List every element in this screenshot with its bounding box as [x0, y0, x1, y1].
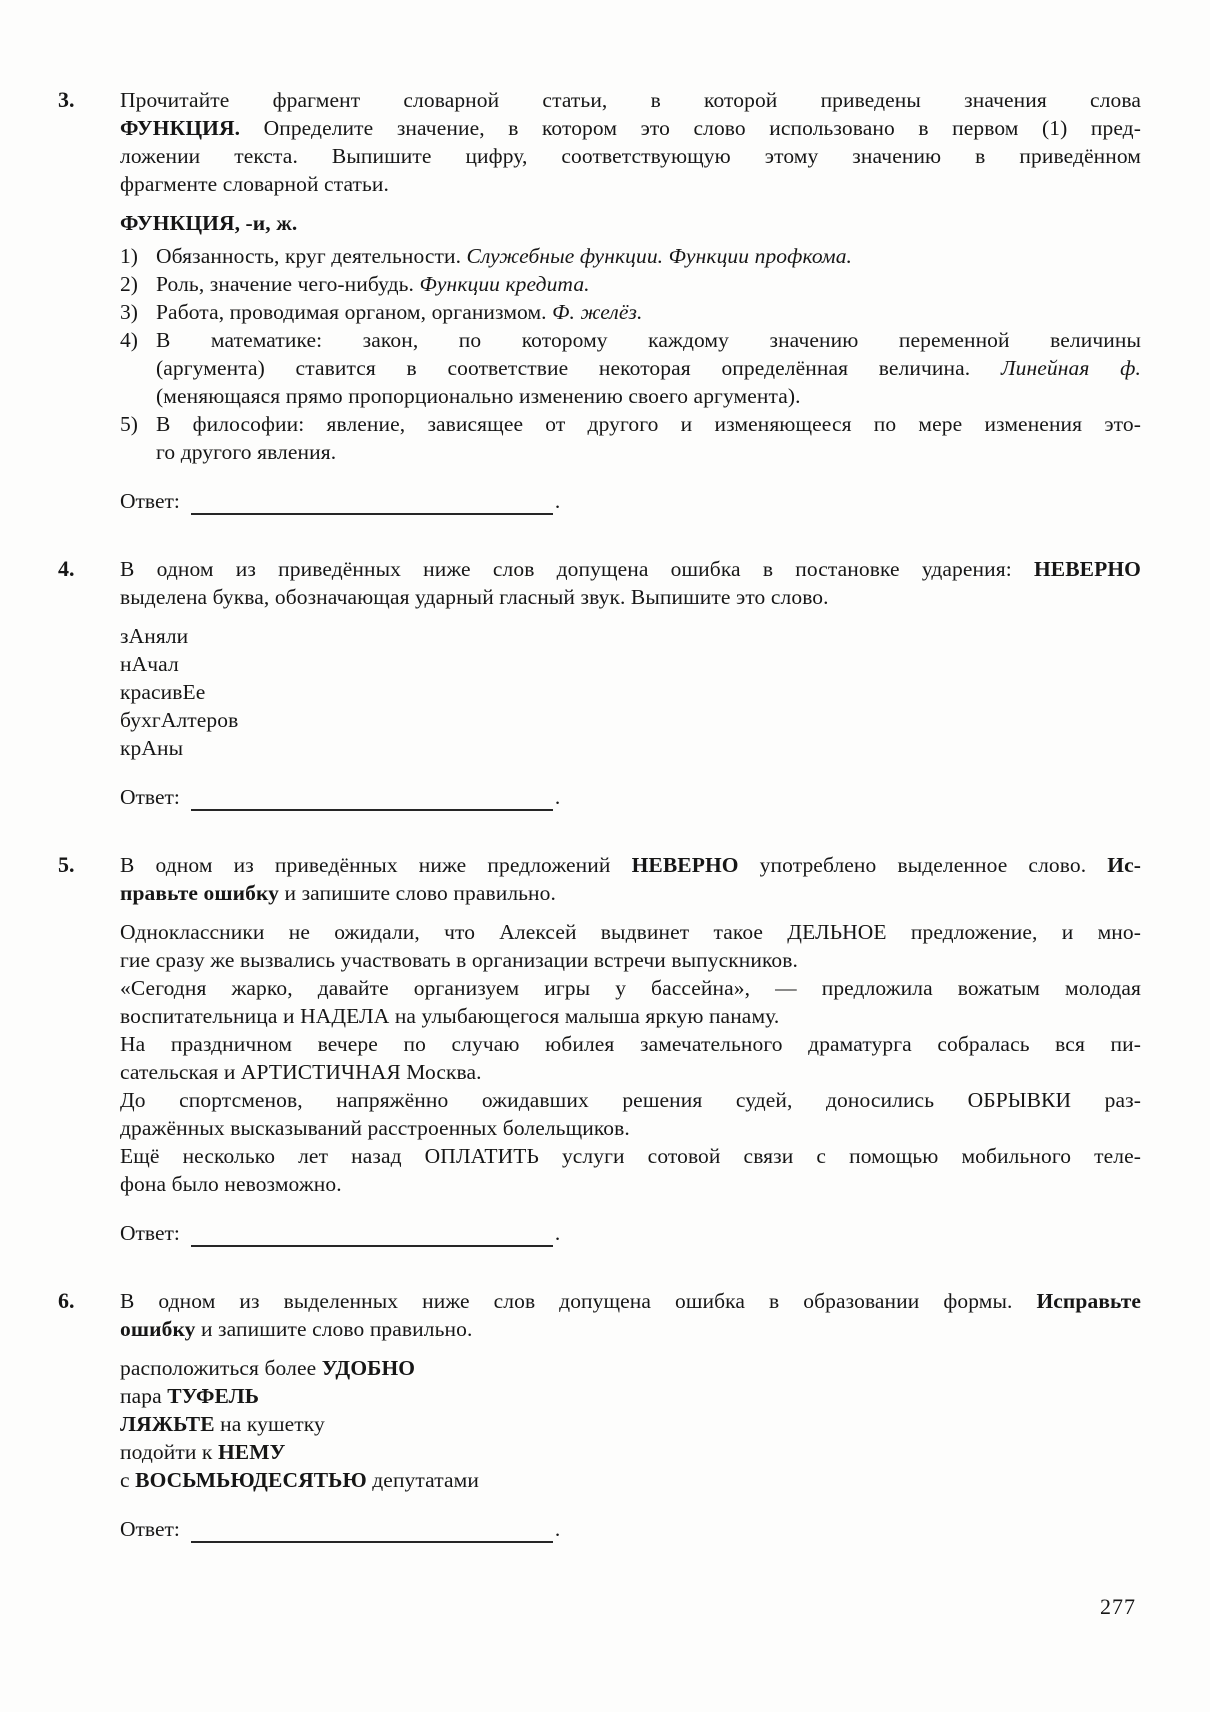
bold-text: ФУНКЦИЯ, -и, ж.	[120, 211, 298, 235]
question-number: 6.	[58, 1288, 75, 1313]
text-line	[156, 410, 1141, 438]
questions	[58, 86, 1141, 1543]
text-line	[120, 974, 1141, 1002]
text-line	[120, 918, 1141, 946]
text-line	[156, 242, 1141, 270]
answer-period: .	[554, 489, 561, 513]
text: ложении текста. Выпишите цифру, соответствующую этому значению в приведённом	[120, 144, 1141, 168]
question-content	[120, 86, 1141, 515]
answer-row	[120, 783, 1141, 811]
text-line	[156, 270, 1141, 298]
text-line	[156, 326, 1141, 354]
question-text	[120, 86, 1141, 198]
text: и запишите слово правильно.	[195, 1317, 473, 1341]
text-line	[120, 1170, 1141, 1198]
text: Обязанность, круг деятельности.	[156, 244, 467, 268]
bold-text: УДОБНО	[321, 1356, 416, 1380]
page-number: 277	[1100, 1594, 1136, 1619]
text-line	[120, 851, 1141, 879]
italic-text: Служебные функции. Функции профкома.	[466, 244, 853, 268]
word-option	[120, 678, 1141, 706]
answer-period: .	[554, 1517, 561, 1541]
text: гие сразу же вызвались участвовать в организации встречи выпускников.	[120, 948, 798, 972]
list-item-text	[156, 242, 1141, 270]
text: В одном из выделенных ниже слов допущена ошибка в образовании формы.	[120, 1289, 1037, 1313]
word-option	[120, 706, 1141, 734]
bold-text: НЕВЕРНО	[631, 853, 739, 877]
italic-text: Ф. желёз.	[552, 300, 643, 324]
definition-list	[120, 242, 1141, 466]
text-line	[120, 1058, 1141, 1086]
bold-text: ВОСЬМЬЮДЕСЯТЬЮ	[135, 1468, 367, 1492]
bold-text: ЛЯЖЬТЕ	[120, 1412, 215, 1436]
bold-text: правьте ошибку	[120, 881, 280, 905]
question-4	[58, 555, 1141, 811]
question-number: 4.	[58, 556, 75, 581]
text: употреблено выделенное слово.	[738, 853, 1108, 877]
answer-label: Ответ:	[120, 785, 180, 809]
answer-row	[120, 1515, 1141, 1543]
answer-blank	[191, 489, 553, 515]
text-line	[120, 583, 1141, 611]
text-line	[120, 1287, 1141, 1315]
text: выделена буква, обозначающая ударный гласный звук. Выпишите это слово.	[120, 585, 829, 609]
text: депутатами	[366, 1468, 479, 1492]
question-6	[58, 1287, 1141, 1543]
question-3	[58, 86, 1141, 515]
text: В математике: закон, по которому каждому значению переменной величины	[156, 328, 1141, 352]
word-option	[120, 1410, 1141, 1438]
question-text	[120, 555, 1141, 611]
word-option	[120, 1354, 1141, 1382]
word-options	[120, 1354, 1141, 1494]
text: Работа, проводимая органом, организмом.	[156, 300, 553, 324]
text: подойти к	[120, 1440, 218, 1464]
italic-text: Функции кредита.	[419, 272, 590, 296]
list-item-text	[156, 270, 1141, 298]
text: В философии: явление, зависящее от другого и изменяющееся по мере изменения это-	[156, 412, 1141, 436]
question-content	[120, 1287, 1141, 1543]
text: го другого явления.	[156, 440, 337, 464]
text-line	[120, 1142, 1141, 1170]
text: «Сегодня жарко, давайте организуем игры у бассейна», — предложила вожатым молодая	[120, 976, 1141, 1000]
text: В одном из приведённых ниже предложений	[120, 853, 632, 877]
sentence-option	[120, 1142, 1141, 1198]
list-item-marker: 3)	[120, 300, 138, 324]
text: До спортсменов, напряжённо ожидавших решения судей, доносились ОБРЫВКИ раз-	[120, 1088, 1141, 1112]
bold-text: ошибку	[120, 1317, 196, 1341]
list-item-marker: 2)	[120, 272, 138, 296]
text-line	[156, 438, 1141, 466]
question-text	[120, 851, 1141, 907]
word-option	[120, 1382, 1141, 1410]
text-line	[120, 946, 1141, 974]
text: фрагменте словарной статьи.	[120, 172, 390, 196]
text-line	[120, 555, 1141, 583]
list-item	[120, 410, 1141, 466]
list-item-marker: 1)	[120, 244, 138, 268]
text: с	[120, 1468, 136, 1492]
question-number: 3.	[58, 87, 75, 112]
list-item-text	[156, 326, 1141, 410]
text-line	[156, 298, 1141, 326]
answer-row	[120, 1219, 1141, 1247]
text: на кушетку	[214, 1412, 325, 1436]
bold-text: Исправьте	[1036, 1289, 1141, 1313]
list-item-text	[156, 298, 1141, 326]
text: Определите значение, в котором это слово использовано в первом (1) пред-	[240, 116, 1141, 140]
question-content	[120, 851, 1141, 1247]
text-line	[156, 354, 1141, 382]
text: Ещё несколько лет назад ОПЛАТИТЬ услуги сотовой связи с помощью мобильного теле-	[120, 1144, 1141, 1168]
text: красивЕе	[120, 680, 206, 704]
bold-text: ФУНКЦИЯ.	[120, 116, 241, 140]
text: воспитательница и НАДЕЛА на улыбающегося малыша яркую панаму.	[120, 1004, 780, 1028]
italic-text: Линейная ф.	[1000, 356, 1141, 380]
word-option	[120, 1438, 1141, 1466]
text: дражённых высказываний расстроенных болельщиков.	[120, 1116, 630, 1140]
answer-blank	[191, 785, 553, 811]
text: Одноклассники не ожидали, что Алексей выдвинет такое ДЕЛЬНОЕ предложение, и мно-	[120, 920, 1141, 944]
sentence-option	[120, 974, 1141, 1030]
text: Роль, значение чего-нибудь.	[156, 272, 420, 296]
question-text	[120, 1287, 1141, 1343]
text: бухгАлтеров	[120, 708, 239, 732]
text-line	[120, 1114, 1141, 1142]
sentence-option	[120, 1030, 1141, 1086]
list-item-marker: 4)	[120, 328, 138, 352]
text-line	[156, 382, 1141, 410]
list-item-text	[156, 410, 1141, 466]
answer-label: Ответ:	[120, 1221, 180, 1245]
answer-label: Ответ:	[120, 489, 180, 513]
question-5	[58, 851, 1141, 1247]
bold-text: ТУФЕЛЬ	[167, 1384, 260, 1408]
word-option	[120, 734, 1141, 762]
sentence-option	[120, 918, 1141, 974]
dictionary-headword	[120, 209, 1141, 237]
list-item	[120, 242, 1141, 270]
answer-blank	[191, 1517, 553, 1543]
text: На праздничном вечере по случаю юбилея замечательного драматурга собралась вся пи-	[120, 1032, 1141, 1056]
answer-period: .	[554, 1221, 561, 1245]
answer-label: Ответ:	[120, 1517, 180, 1541]
list-item	[120, 270, 1141, 298]
bold-text: Ис-	[1107, 853, 1141, 877]
text: пара	[120, 1384, 168, 1408]
word-option	[120, 650, 1141, 678]
list-item-marker: 5)	[120, 412, 138, 436]
text-line	[120, 1315, 1141, 1343]
text: (меняющаяся прямо пропорционально изменению своего аргумента).	[156, 384, 801, 408]
text-line	[120, 209, 1141, 237]
list-item	[120, 326, 1141, 410]
bold-text: НЕВЕРНО	[1033, 557, 1141, 581]
text: зАняли	[120, 624, 189, 648]
word-option	[120, 1466, 1141, 1494]
answer-blank	[191, 1221, 553, 1247]
question-number: 5.	[58, 852, 75, 877]
text: крАны	[120, 736, 184, 760]
text-line	[120, 86, 1141, 114]
question-content	[120, 555, 1141, 811]
text: фона было невозможно.	[120, 1172, 342, 1196]
bold-text: НЕМУ	[217, 1440, 286, 1464]
text-line	[120, 170, 1141, 198]
text: В одном из приведённых ниже слов допущена ошибка в постановке ударения:	[120, 557, 1034, 581]
text-line	[120, 1002, 1141, 1030]
text: Прочитайте фрагмент словарной статьи, в которой приведены значения слова	[120, 88, 1141, 112]
sentence-option	[120, 1086, 1141, 1142]
list-item	[120, 298, 1141, 326]
word-option	[120, 622, 1141, 650]
answer-period: .	[554, 785, 561, 809]
text: нАчал	[120, 652, 179, 676]
sentence-options	[120, 918, 1141, 1198]
text-line	[120, 1030, 1141, 1058]
text: и запишите слово правильно.	[279, 881, 556, 905]
word-options	[120, 622, 1141, 762]
text: (аргумента) ставится в соответствие некоторая определённая величина.	[156, 356, 1001, 380]
text-line	[120, 142, 1141, 170]
text-line	[120, 879, 1141, 907]
text: сательская и АРТИСТИЧНАЯ Москва.	[120, 1060, 482, 1084]
text-line	[120, 1086, 1141, 1114]
text: расположиться более	[120, 1356, 322, 1380]
text-line	[120, 114, 1141, 142]
answer-row	[120, 487, 1141, 515]
